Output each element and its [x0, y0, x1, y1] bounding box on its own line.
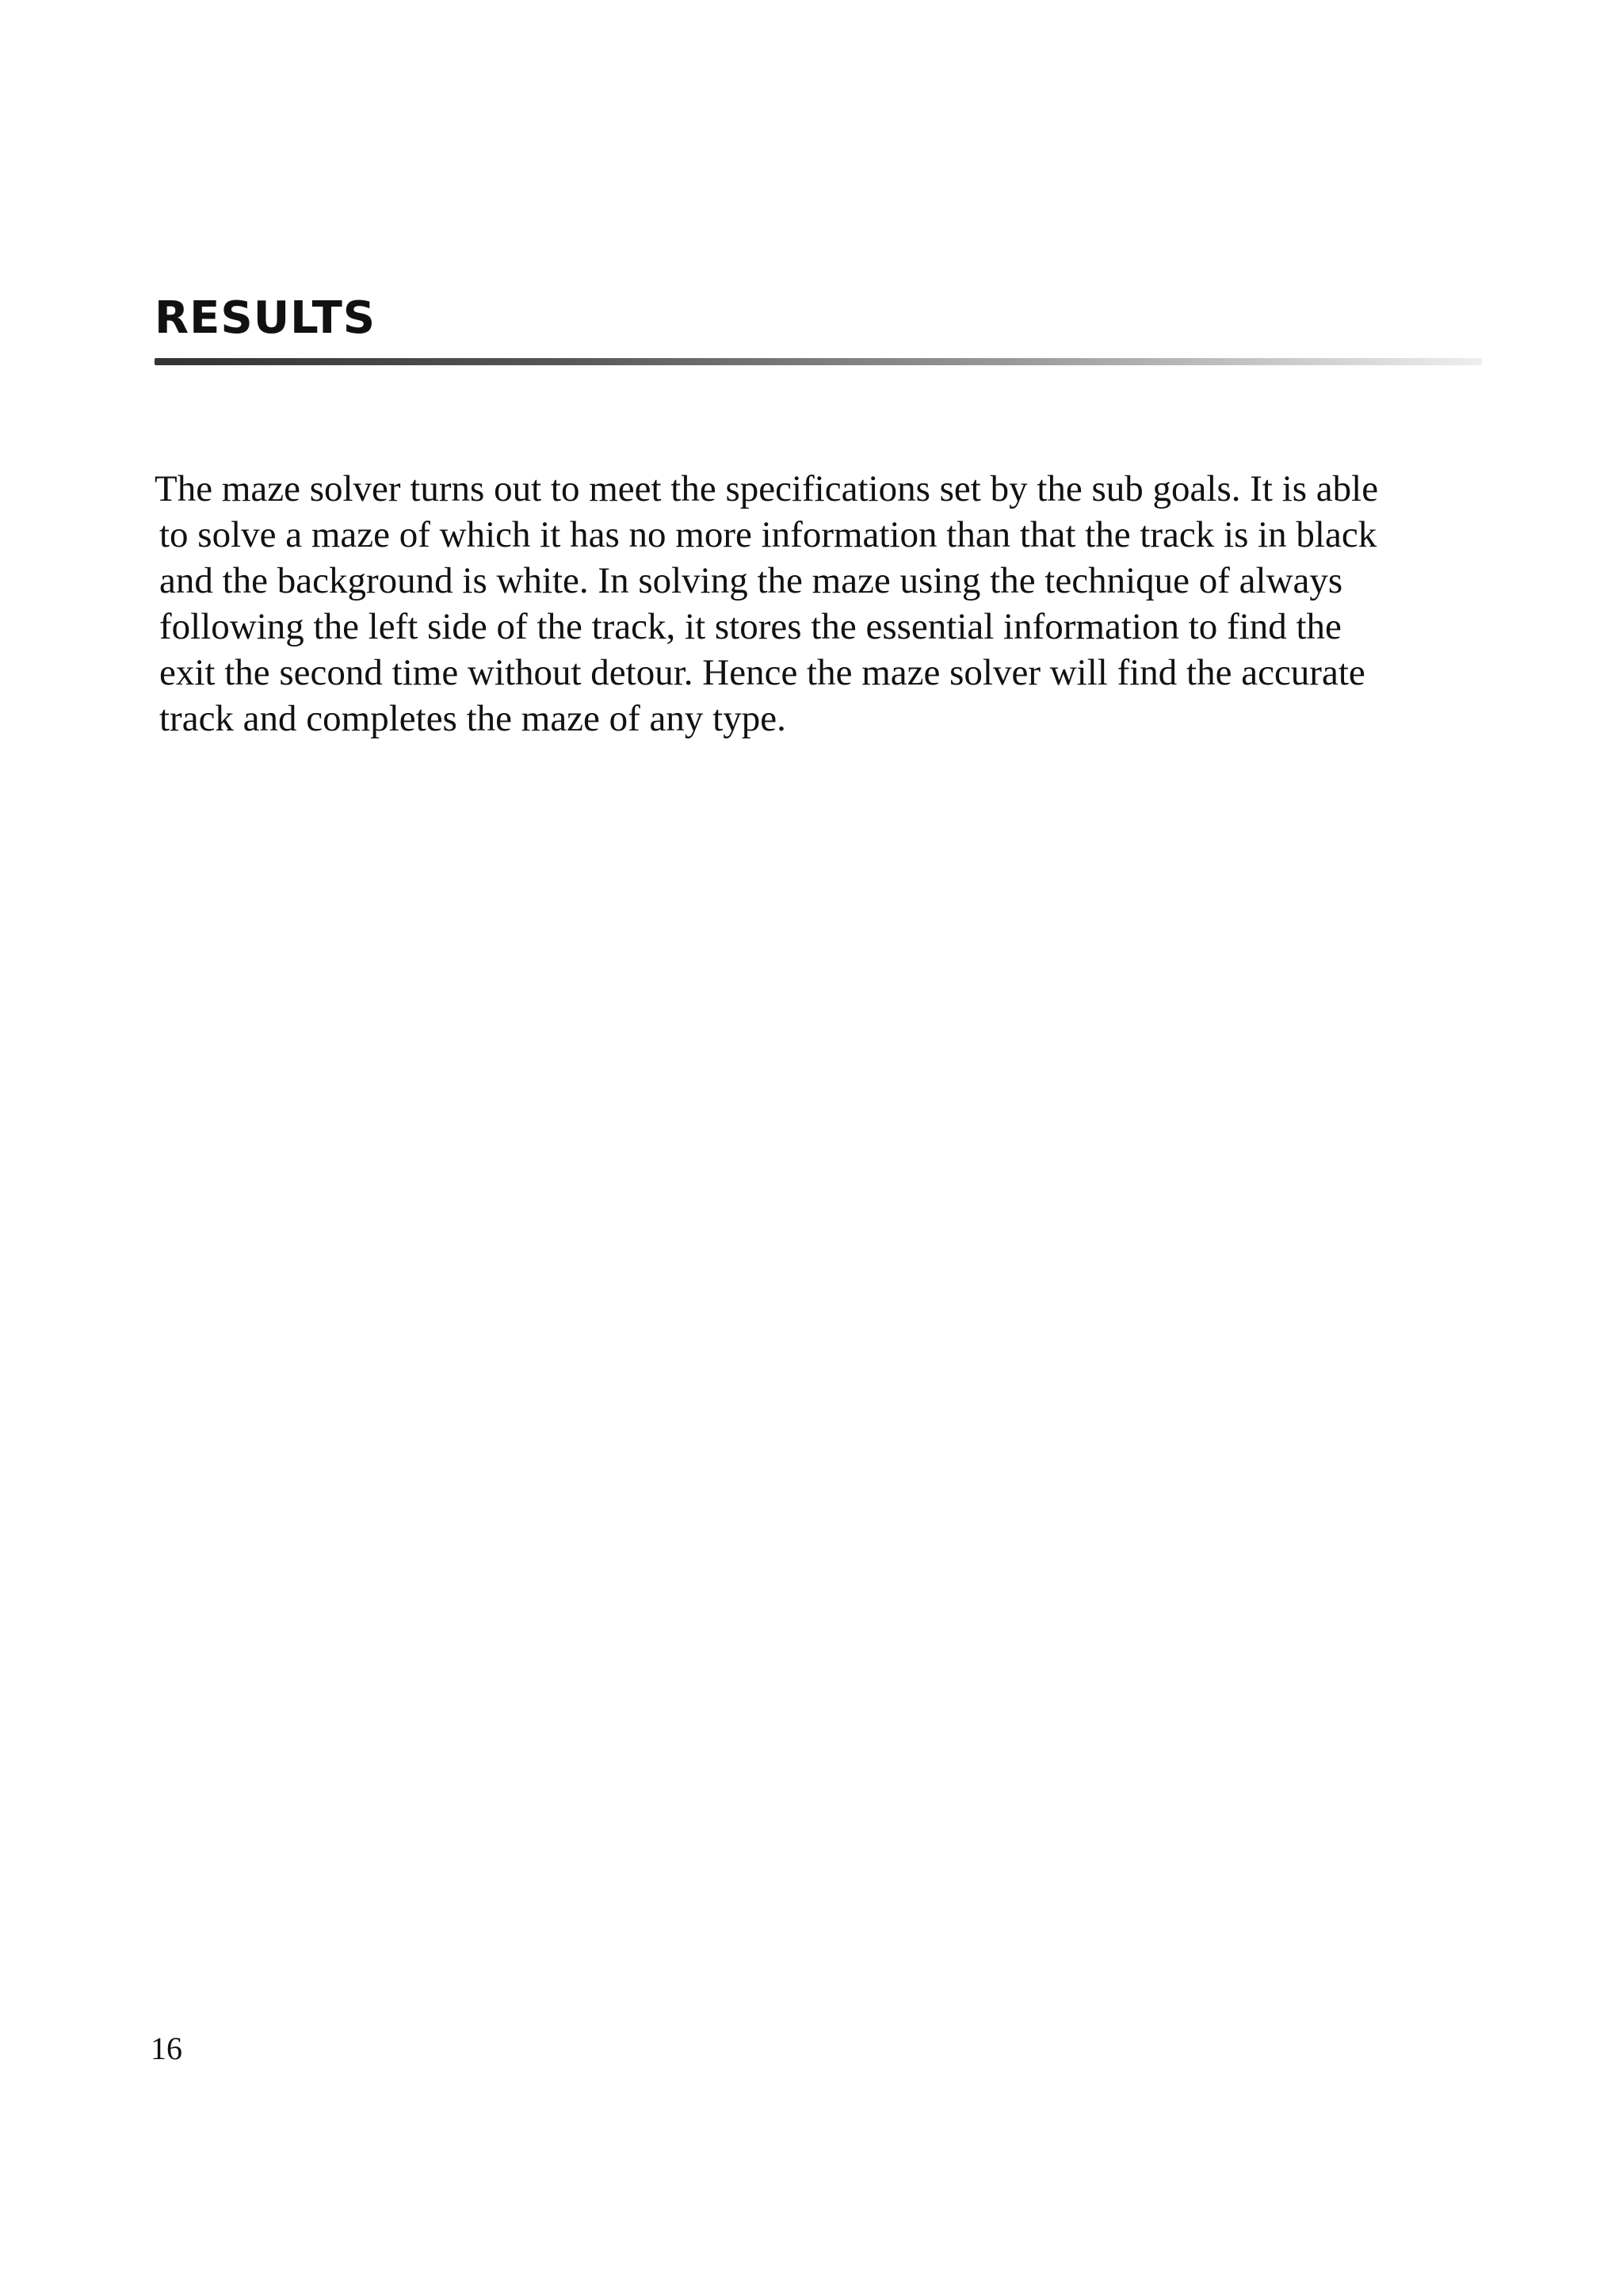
paragraph-line: exit the second time without detour. Hence the maze solver will find the accurate: [159, 652, 1365, 693]
paragraph-line: and the background is white. In solving the maze using the technique of always: [159, 560, 1343, 601]
section-title: RESULTS: [155, 292, 376, 344]
paragraph-line: to solve a maze of which it has no more information than that the track is in black: [159, 514, 1377, 555]
paragraph-line: following the left side of the track, it stores the essential information to find the: [159, 606, 1342, 647]
title-underline-rule: [155, 358, 1482, 365]
paragraph-line: The maze solver turns out to meet the specifications set by the sub goals. It is able: [155, 468, 1379, 509]
page-number: 16: [151, 2031, 182, 2066]
results-paragraph: [155, 466, 1502, 742]
paragraph-line: track and completes the maze of any type.: [159, 698, 786, 739]
